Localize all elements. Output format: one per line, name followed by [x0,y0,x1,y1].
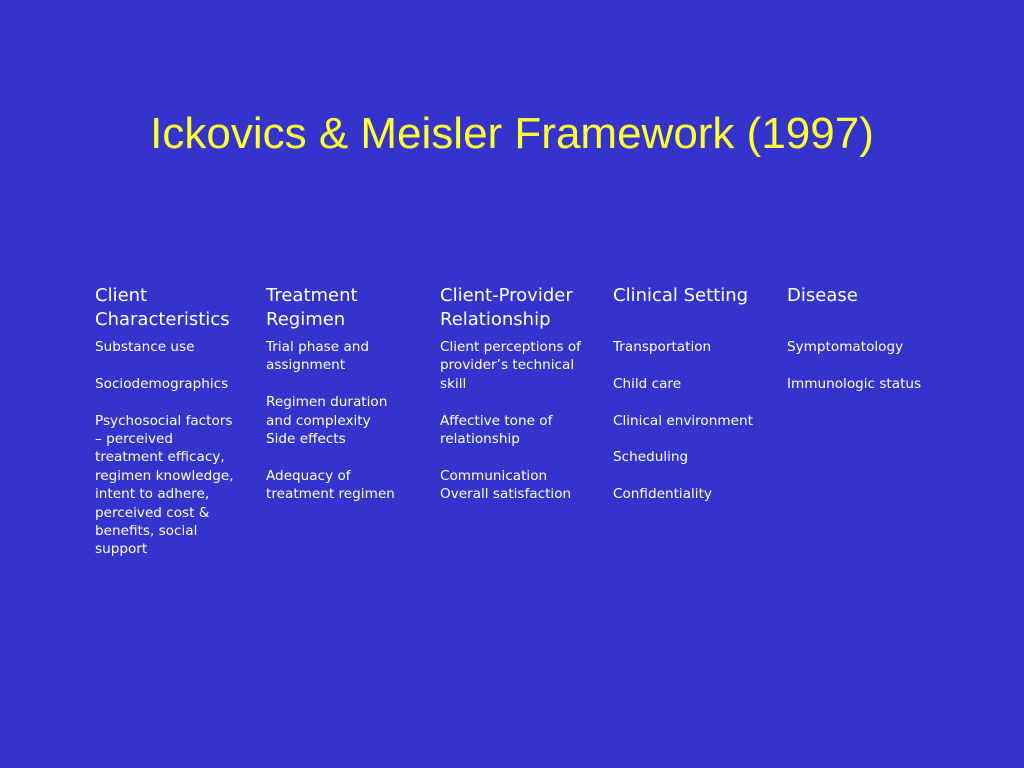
column-header [787,284,957,332]
column-header [95,284,255,332]
entry-line: perceived cost & [95,504,210,521]
column-entry [266,393,431,448]
entry-line: Scheduling [613,449,689,466]
column-entry [613,448,778,466]
column-entry [613,375,778,393]
entry-line: provider’s technical [440,357,575,374]
column-entry [95,338,255,356]
entry-line: Sociodemographics [95,375,229,392]
column-entry [787,338,957,356]
entry-line: regimen knowledge, [95,467,234,484]
column-entry [613,338,778,356]
column-header-line: Disease [787,285,858,306]
entry-line: and complexity [266,412,371,429]
entry-line: treatment regimen [266,486,395,503]
column-header-line: Regimen [266,309,346,330]
entry-line: support [95,541,148,558]
slide-title: Ickovics & Meisler Framework (1997) [150,109,874,158]
column-header-line: Relationship [440,309,551,330]
column-header-line [613,308,778,332]
entry-line: Confidentiality [613,486,712,503]
column-header-line: Clinical Setting [613,285,749,306]
entry-line: Child care [613,375,682,392]
entry-line: Transportation [613,339,712,355]
column-header-line: Client [95,285,148,306]
entry-line: Symptomatology [787,339,904,355]
column-header [440,284,605,332]
column-header [613,284,778,332]
entry-line: relationship [440,431,520,448]
column-entry [787,375,957,393]
entry-line: treatment efficacy, [95,449,225,466]
entry-line: Immunologic status [787,375,922,392]
entry-line: Overall satisfaction [440,486,572,503]
column-entry [266,338,431,375]
entry-line: Clinical environment [613,412,753,429]
column-client-characteristics [95,284,255,559]
column-treatment-regimen [266,284,431,504]
column-header-line: Treatment [266,285,358,306]
entry-line: Side effects [266,431,346,448]
column-entry [440,467,605,504]
entry-line: Psychosocial factors [95,412,233,429]
column-entry [266,467,431,504]
column-entry [613,485,778,503]
column-entry [613,412,778,430]
column-disease [787,284,957,393]
column-entry [95,375,255,393]
entry-line: Trial phase and [266,339,370,355]
column-entry [440,412,605,449]
entry-line: benefits, social [95,523,198,540]
entry-line: Regimen duration [266,394,388,411]
entry-line: Adequacy of [266,467,351,484]
entry-line: skill [440,375,467,392]
column-entry [440,338,605,393]
column-header-line [787,308,957,332]
column-entry [95,412,255,559]
column-client-provider-relationship [440,284,605,504]
entry-line: Substance use [95,339,195,355]
entry-line: assignment [266,357,346,374]
entry-line: intent to adhere, [95,486,210,503]
column-header-line: Characteristics [95,309,230,330]
entry-line: Affective tone of [440,412,553,429]
column-clinical-setting [613,284,778,504]
entry-line: Client perceptions of [440,339,581,355]
column-header-line: Client-Provider [440,285,573,306]
entry-line: – perceived [95,431,174,447]
column-header [266,284,431,332]
entry-line: Communication [440,467,548,484]
